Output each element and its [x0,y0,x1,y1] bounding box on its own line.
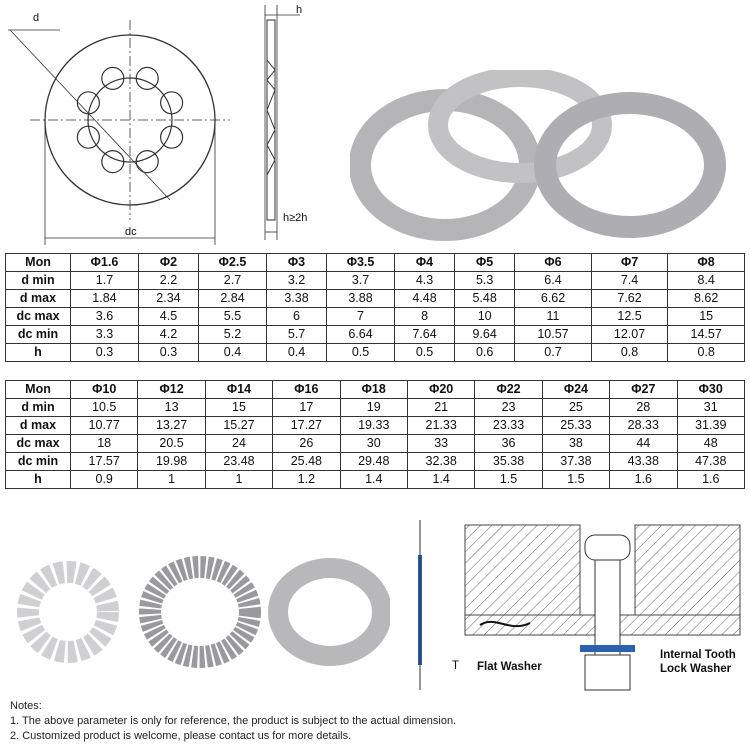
table-cell: 0.4 [266,344,326,362]
table-cell: 2.84 [199,290,267,308]
header-cell: Φ30 [677,381,744,399]
table-cell: 18 [71,435,138,453]
table-cell: 38 [542,435,609,453]
table-row [6,435,745,453]
table-cell: 15.27 [205,417,272,435]
table-cell: 1.2 [273,471,340,489]
table-cell: 8.4 [668,272,745,290]
header-cell: Φ10 [71,381,138,399]
table-cell: 1 [138,471,205,489]
lock-washer-label-2: Lock Washer [660,663,732,675]
table-header-row [6,381,745,399]
table-cell: 6.4 [515,272,592,290]
notes [10,699,456,744]
table-cell: 44 [610,435,677,453]
table-cell: 1.5 [542,471,609,489]
table-cell: 10 [455,308,515,326]
table-row [6,326,745,344]
table-cell: 20.5 [138,435,205,453]
table-cell: 0.8 [668,344,745,362]
table-cell: 11 [515,308,592,326]
table-cell: 1.84 [71,290,139,308]
table-cell: 17.27 [273,417,340,435]
lock-washer-label-1: Internal Tooth [660,649,736,661]
table-cell: 13.27 [138,417,205,435]
table-cell: 4.3 [394,272,454,290]
header-cell: Φ2 [138,254,198,272]
row-label: h [6,344,71,362]
notes-title: Notes: [10,700,42,712]
table-cell: 5.2 [199,326,267,344]
table-row [6,453,745,471]
header-cell: Φ5 [455,254,515,272]
table-cell: 43.38 [610,453,677,471]
table-cell: 5.48 [455,290,515,308]
table-cell: 0.8 [591,344,668,362]
table-cell: 12.07 [591,326,668,344]
table-cell: 8 [394,308,454,326]
table-cell: 1.7 [71,272,139,290]
table-cell: 0.7 [515,344,592,362]
table-cell: 0.4 [199,344,267,362]
spec-table-small [5,253,745,362]
header-cell: Φ20 [407,381,474,399]
table-cell: 10.77 [71,417,138,435]
row-label: dc min [6,326,71,344]
t-label: T [452,660,460,672]
table-cell: 28.33 [610,417,677,435]
table-cell: 17 [273,399,340,417]
table-cell: 36 [475,435,542,453]
header-cell: Φ8 [668,254,745,272]
table-cell: 13 [138,399,205,417]
table-cell: 10.5 [71,399,138,417]
table-cell: 25.48 [273,453,340,471]
table-cell: 5.7 [266,326,326,344]
table-cell: 3.6 [71,308,139,326]
row-label: d min [6,272,71,290]
header-cell: Φ7 [591,254,668,272]
h-label: h [296,4,303,16]
table-cell: 0.3 [71,344,139,362]
table-cell: 0.6 [455,344,515,362]
table-cell: 33 [407,435,474,453]
table-cell: 23.48 [205,453,272,471]
table-cell: 14.57 [668,326,745,344]
table-row [6,308,745,326]
header-cell: Φ14 [205,381,272,399]
note-item: 2. Customized product is welcome, please contact us for more details. [10,730,352,742]
table-header-row [6,254,745,272]
table-cell: 24 [205,435,272,453]
header-cell: Φ3.5 [327,254,395,272]
table-cell: 3.2 [266,272,326,290]
table-cell: 19.98 [138,453,205,471]
d-label: d [33,12,40,24]
spec-table-large [5,380,745,489]
dc-label: dc [125,226,137,238]
table-cell: 2.2 [138,272,198,290]
flat-washer-label: Flat Washer [477,661,542,673]
table-cell: 6.62 [515,290,592,308]
table-row [6,290,745,308]
table-cell: 12.5 [591,308,668,326]
table-cell: 28 [610,399,677,417]
header-cell: Φ16 [273,381,340,399]
table-cell: 19 [340,399,407,417]
table-cell: 48 [677,435,744,453]
header-cell: Φ6 [515,254,592,272]
table-row [6,344,745,362]
header-cell: Φ18 [340,381,407,399]
note-item: 1. The above parameter is only for reference, the product is subject to the actual dimension. [10,715,457,727]
table-cell: 15 [205,399,272,417]
h2-label: h≥2h [283,212,308,224]
row-label: d max [6,290,71,308]
table-cell: 3.3 [71,326,139,344]
washer-front-drawing [0,0,240,250]
table-cell: 25 [542,399,609,417]
table-cell: 21 [407,399,474,417]
table-cell: 1.6 [610,471,677,489]
table-cell: 23 [475,399,542,417]
table-cell: 35.38 [475,453,542,471]
table-cell: 23.33 [475,417,542,435]
header-cell: Φ3 [266,254,326,272]
table-cell: 1.4 [340,471,407,489]
header-cell: Φ2.5 [199,254,267,272]
header-cell: Φ27 [610,381,677,399]
table-cell: 17.57 [71,453,138,471]
header-cell: Φ4 [394,254,454,272]
table-cell: 3.88 [327,290,395,308]
table-cell: 5.5 [199,308,267,326]
table-row [6,399,745,417]
header-cell: Mon [6,381,71,399]
table-row [6,471,745,489]
row-label: h [6,471,71,489]
table-cell: 10.57 [515,326,592,344]
row-label: dc min [6,453,71,471]
row-label: d min [6,399,71,417]
table-cell: 19.33 [340,417,407,435]
table-cell: 21.33 [407,417,474,435]
table-cell: 4.5 [138,308,198,326]
table-cell: 0.5 [327,344,395,362]
washer-photo-top [350,70,750,245]
table-row [6,417,745,435]
table-cell: 0.5 [394,344,454,362]
row-label: dc max [6,308,71,326]
header-cell: Φ1.6 [71,254,139,272]
table-cell: 37.38 [542,453,609,471]
row-label: dc max [6,435,71,453]
table-cell: 26 [273,435,340,453]
table-cell: 31 [677,399,744,417]
table-cell: 29.48 [340,453,407,471]
table-cell: 0.3 [138,344,198,362]
table-cell: 31.39 [677,417,744,435]
table-cell: 7 [327,308,395,326]
table-cell: 8.62 [668,290,745,308]
table-cell: 3.7 [327,272,395,290]
table-cell: 2.7 [199,272,267,290]
table-cell: 7.62 [591,290,668,308]
table-cell: 1.5 [475,471,542,489]
table-cell: 4.48 [394,290,454,308]
header-cell: Mon [6,254,71,272]
header-cell: Φ12 [138,381,205,399]
table-cell: 4.2 [138,326,198,344]
washer-photos-bottom [10,550,390,680]
table-cell: 6 [266,308,326,326]
table-cell: 7.64 [394,326,454,344]
table-cell: 30 [340,435,407,453]
table-cell: 6.64 [327,326,395,344]
table-cell: 7.4 [591,272,668,290]
table-cell: 1.6 [677,471,744,489]
table-cell: 32.38 [407,453,474,471]
table-cell: 2.34 [138,290,198,308]
table-row [6,272,745,290]
header-cell: Φ24 [542,381,609,399]
table-cell: 0.9 [71,471,138,489]
table-cell: 15 [668,308,745,326]
table-cell: 1 [205,471,272,489]
table-cell: 3.38 [266,290,326,308]
header-cell: Φ22 [475,381,542,399]
table-cell: 9.64 [455,326,515,344]
table-cell: 5.3 [455,272,515,290]
row-label: d max [6,417,71,435]
table-cell: 47.38 [677,453,744,471]
table-cell: 25.33 [542,417,609,435]
table-cell: 1.4 [407,471,474,489]
